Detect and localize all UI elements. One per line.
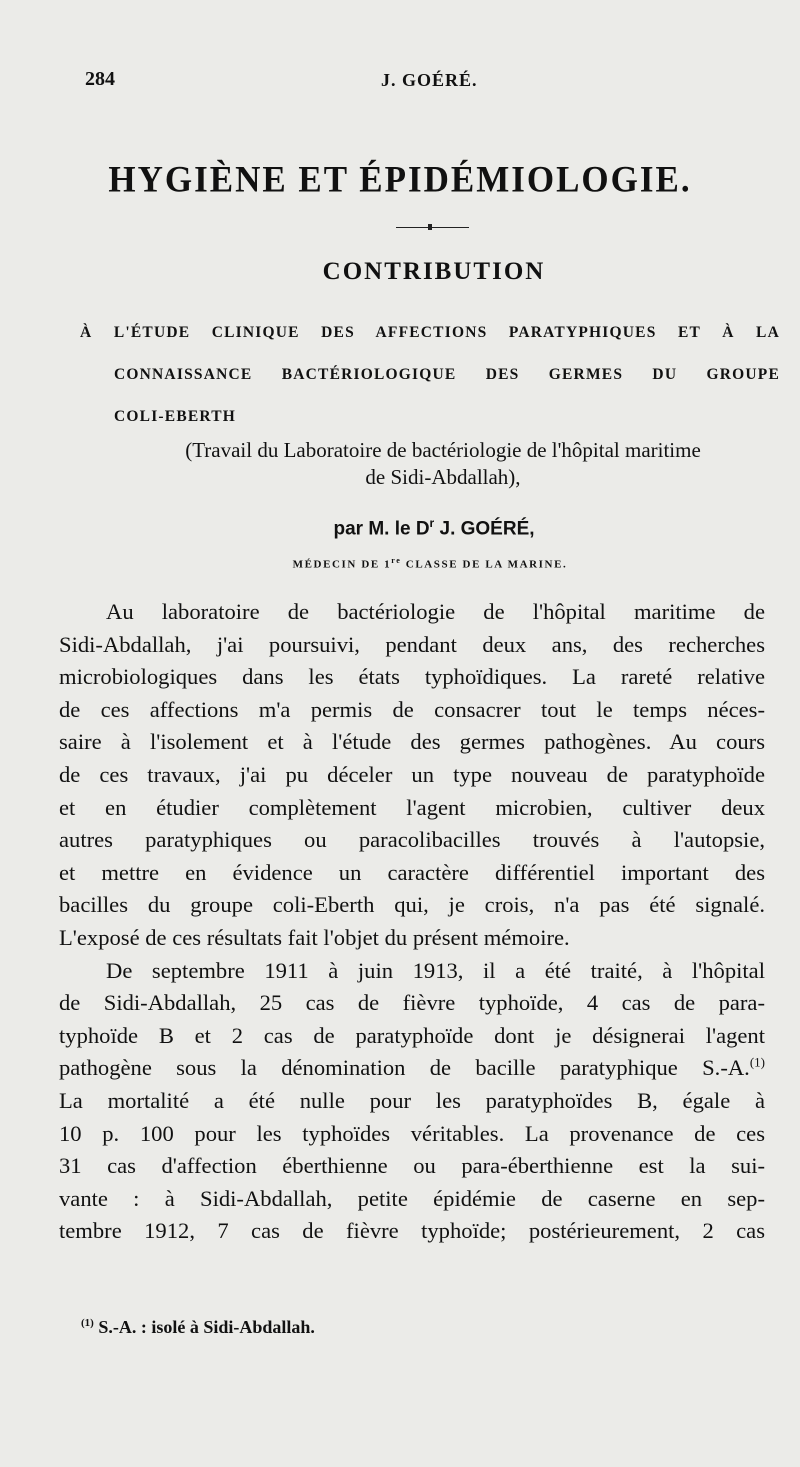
body-line: de ces travaux, j'ai pu déceler un type nouveau de paratyphoïde <box>59 761 765 787</box>
body-line: La mortalité a été nulle pour les paratyphoïdes B, égale à <box>59 1087 765 1113</box>
body-line: tembre 1912, 7 cas de fièvre typhoïde; postérieurement, 2 cas <box>59 1218 765 1244</box>
body-line: De septembre 1911 à juin 1913, il a été traité, à l'hôpital <box>106 957 765 983</box>
body-line: typhoïde B et 2 cas de paratyphoïde dont je désignerai l'agent <box>59 1022 765 1048</box>
subtitle-line: À L'ÉTUDE CLINIQUE DES AFFECTIONS PARATYPHIQUES ET À LA <box>80 324 780 341</box>
body-line: Au laboratoire de bactériologie de l'hôpital maritime de <box>106 599 765 624</box>
rank-prefix: MÉDECIN DE 1 <box>292 558 392 571</box>
footnote-reference[interactable]: (1) <box>749 1054 765 1070</box>
title-divider-ornament <box>428 224 432 230</box>
body-line: L'exposé de ces résultats fait l'objet du présent mémoire. <box>59 924 570 950</box>
body-line: 10 p. 100 pour les typhoïdes véritables. La provenance de ces <box>59 1120 765 1146</box>
footnote-marker: (1) <box>81 1317 94 1329</box>
work-note-line: (Travail du Laboratoire de bactériologie de l'hôpital maritime <box>185 438 701 462</box>
title-divider <box>396 227 469 228</box>
work-note <box>113 437 773 491</box>
body-line: 31 cas d'affection éberthienne ou para-éberthienne est la sui- <box>59 1153 765 1179</box>
author-byline <box>0 516 800 540</box>
body-line: et en étudier complètement l'agent microbien, cultiver deux <box>59 794 765 820</box>
author-prefix-sup: r <box>429 516 435 530</box>
body-line: de ces affections m'a permis de consacrer tout le temps néces- <box>59 696 765 722</box>
body-line: Sidi-Abdallah, j'ai poursuivi, pendant deux ans, des recherches <box>59 631 765 657</box>
body-line-text: pathogène sous la dénomination de bacille paratyphique S.-A. <box>59 1055 750 1081</box>
footnote <box>81 1317 315 1338</box>
running-head-author: J. GOÉRÉ. <box>381 70 478 90</box>
section-title: HYGIÈNE ET ÉPIDÉMIOLOGIE. <box>108 159 692 200</box>
body-line: microbiologiques dans les états typhoïdiques. La rareté relative <box>59 664 765 690</box>
rank-sup: re <box>391 556 402 565</box>
body-line: de Sidi-Abdallah, 25 cas de fièvre typhoïde, 4 cas de para- <box>59 990 765 1016</box>
article-title: CONTRIBUTION <box>322 258 546 285</box>
running-head <box>85 68 765 98</box>
footnote-text: S.-A. : isolé à Sidi-Abdallah. <box>93 1317 315 1337</box>
rank-suffix: CLASSE DE LA MARINE. <box>401 558 568 571</box>
body-line-with-note <box>59 1052 765 1085</box>
subtitle-line: COLI-EBERTH <box>114 408 237 425</box>
page-number: 284 <box>85 68 115 90</box>
work-note-line: de Sidi-Abdallah), <box>365 465 521 489</box>
body-line: et mettre en évidence un caractère différentiel important des <box>59 859 765 885</box>
author-prefix: par M. le D <box>333 518 430 540</box>
subtitle-line: CONNAISSANCE BACTÉRIOLOGIQUE DES GERMES DU GROUPE <box>114 366 780 383</box>
body-line: vante : à Sidi-Abdallah, petite épidémie de caserne en sep- <box>59 1185 765 1211</box>
body-line: autres paratyphiques ou paracolibacilles trouvés à l'autopsie, <box>59 827 765 853</box>
body-text <box>59 596 765 1248</box>
author-name: J. GOÉRÉ, <box>434 518 535 540</box>
body-line: saire à l'isolement et à l'étude des germes pathogènes. Au cours <box>59 729 765 755</box>
article-subtitle <box>80 312 780 438</box>
author-rank <box>0 556 800 571</box>
body-line: bacilles du groupe coli-Eberth qui, je crois, n'a pas été signalé. <box>59 892 765 918</box>
